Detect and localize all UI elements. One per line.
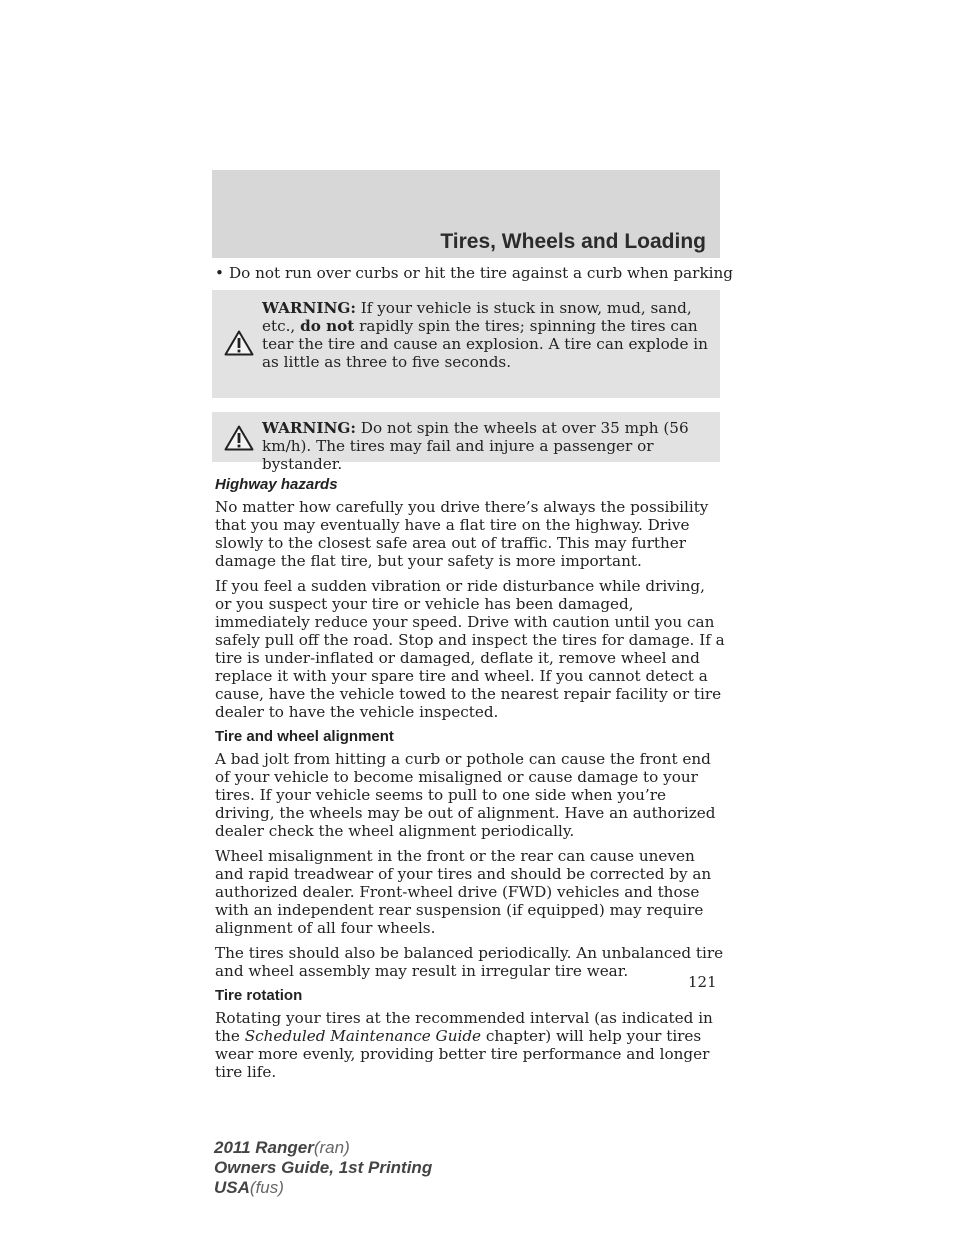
paragraph: If you feel a sudden vibration or ride disturbance while driving, or you suspect your tire or vehicle has been damaged, immediately reduce your speed. Drive with caution until you can safely pull off the road. Stop and inspect the tires for damage. If a tire is under-inflated or damaged, deflate it, remove wheel and replace it with your spare tire and wheel. If you cannot detect a cause, have the vehicle towed to the nearest repair facility or tire dealer to have the vehicle inspected. bbox=[215, 577, 725, 721]
page-section-title: Tires, Wheels and Loading bbox=[440, 230, 706, 253]
list-item: • Do not run over curbs or hit the tire against a curb when parking bbox=[215, 264, 734, 282]
warning-box bbox=[212, 412, 720, 473]
warning-triangle-icon bbox=[224, 330, 254, 356]
warning-triangle-icon bbox=[224, 425, 254, 451]
page-number: 121 bbox=[688, 973, 717, 991]
page-content bbox=[215, 264, 734, 1088]
section-heading: Highway hazards bbox=[215, 476, 338, 493]
paragraph: Rotating your tires at the recommended interval (as indicated in the Scheduled Maintenance Guide chapter) will help your tires wear more evenly, providing better tire performance and longer tire life. bbox=[215, 1009, 713, 1081]
paragraph: No matter how carefully you drive there’s always the possibility that you may eventually have a flat tire on the highway. Drive slowly to the closest safe area out of traffic. This may further damage the flat tire, but your safety is more important. bbox=[215, 498, 709, 570]
warning-text: WARNING: If your vehicle is stuck in snow, mud, sand, etc., do not rapidly spin the tires; spinning the tires can tear the tire and cause an explosion. A tire can explode in as little as three to five seconds. bbox=[262, 299, 708, 371]
warning-box bbox=[212, 290, 720, 398]
section-heading: Tire rotation bbox=[215, 987, 303, 1004]
warning-text: WARNING: Do not spin the wheels at over 35 mph (56 km/h). The tires may fail and injure a passenger or bystander. bbox=[262, 419, 689, 473]
paragraph: A bad jolt from hitting a curb or pothole can cause the front end of your vehicle to become misaligned or cause damage to your tires. If your vehicle seems to pull to one side when you’re driving, the wheels may be out of alignment. Have an authorized dealer check the wheel alignment periodically. bbox=[215, 750, 716, 840]
section-heading: Tire and wheel alignment bbox=[215, 728, 394, 745]
paragraph: Wheel misalignment in the front or the rear can cause uneven and rapid treadwear of your tires and should be corrected by an authorized dealer. Front-wheel drive (FWD) vehicles and those with an independent rear suspension (if equipped) may require alignment of all four wheels. bbox=[215, 847, 712, 937]
paragraph: The tires should also be balanced periodically. An unbalanced tire and wheel assembly may result in irregular tire wear. bbox=[215, 944, 724, 980]
footer-print-info: 2011 Ranger(ran) Owners Guide, 1st Printing USA(fus) bbox=[214, 1138, 433, 1197]
bullet-icon: • bbox=[215, 264, 224, 282]
header-band bbox=[212, 170, 720, 258]
